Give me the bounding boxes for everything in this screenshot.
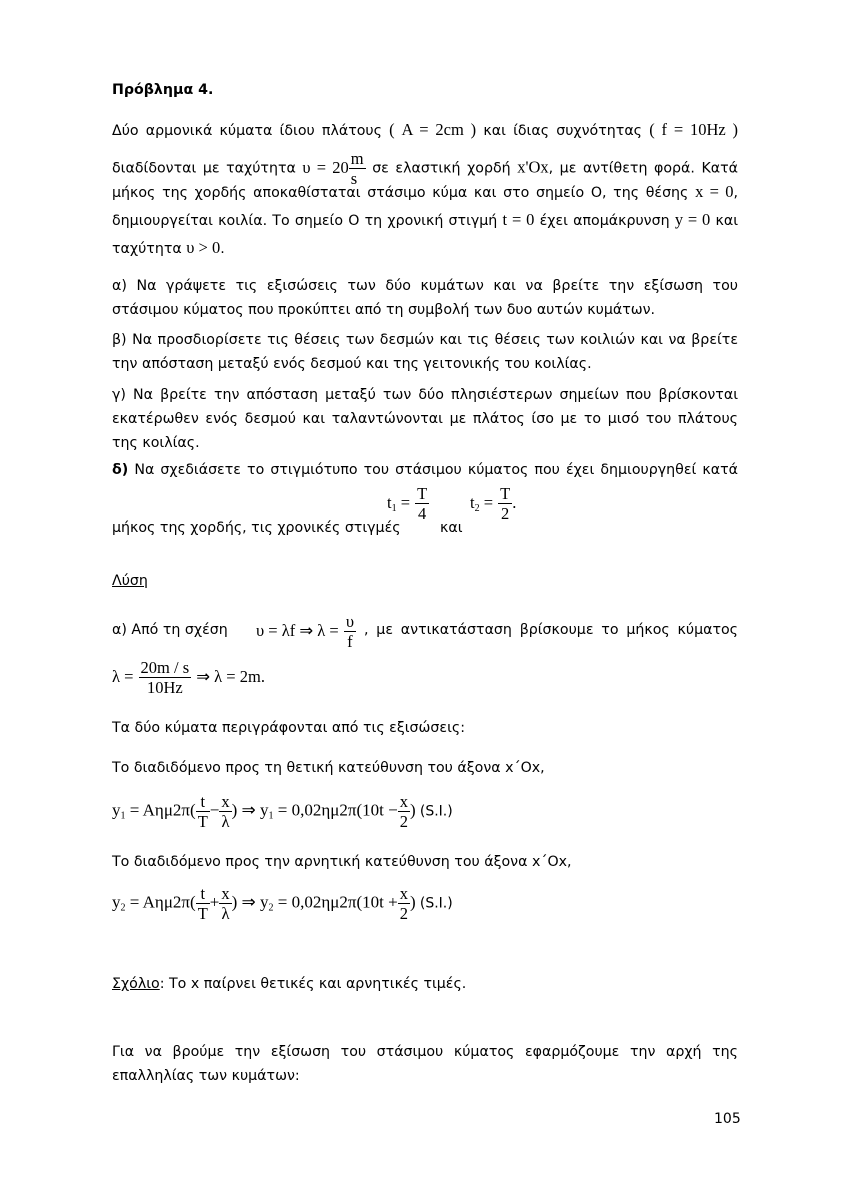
math-t1 <box>387 484 429 523</box>
math-t2-frac <box>498 484 512 523</box>
question-b: β) Να προσδιορίσετε τις θέσεις των δεσμών και τις θέσεις των κοιλιών και να βρείτε την απόσταση μεταξύ ενός δεσμού και της γειτονικής του κοιλίας. <box>112 332 738 372</box>
eq-part: ) ⇒ y <box>231 800 269 820</box>
si-units-label: (S.I.) <box>419 895 453 912</box>
frac-num: t <box>196 792 210 812</box>
frac-num: x <box>399 792 408 811</box>
si-units-label: (S.I.) <box>419 803 453 820</box>
math-t2-eq: = <box>479 493 494 512</box>
statement-line-5 <box>112 236 738 261</box>
frac-den: 4 <box>418 504 427 523</box>
math-displacement: y = 0 <box>674 210 711 229</box>
eq-frac <box>219 884 231 923</box>
wave1-intro: Το διαδιδόμενο προς τη θετική κατεύθυνση του άξονα x΄Ox, <box>112 760 545 776</box>
question-a: α) Να γράψετε τις εξισώσεις των δύο κυμάτων και να βρείτε την εξίσωση του στάσιμου κύματος που προκύπτει από τη συμβολή των δυο αυτών κυμάτων. <box>112 278 738 318</box>
statement-text: μήκος της χορδής αποκαθίσταται στάσιμο κύμα και στο σημείο Ο, της θέσης <box>112 185 689 201</box>
wave1-equation <box>112 792 453 831</box>
eq-frac <box>398 884 410 923</box>
statement-text: έχει απομάκρυνση <box>539 213 670 229</box>
statement-text: ταχύτητα <box>112 241 182 257</box>
frac-den: λ <box>221 904 230 923</box>
statement-text: , <box>733 185 738 201</box>
eq-sub: 1 <box>120 810 126 822</box>
frac-den: s <box>350 169 358 188</box>
eq-part: ) ⇒ y <box>231 892 269 912</box>
frac-num: t <box>196 884 210 904</box>
frac-num: T <box>500 484 511 503</box>
math-wavelength-value <box>112 658 265 697</box>
math-t2-end: . <box>512 493 517 512</box>
math-lambda-lhs: λ = <box>112 667 134 686</box>
math-t1-sub: 1 <box>391 503 397 514</box>
wave2-equation <box>112 884 453 923</box>
frac-num: υ <box>345 612 354 631</box>
frac-den: T <box>197 812 208 831</box>
question-d-line-1 <box>112 458 738 482</box>
math-lambda-rhs: ⇒ λ = 2m <box>196 667 261 686</box>
math-frequency: ( f = 10Hz ) <box>649 120 738 139</box>
math-wavelength-relation <box>256 612 356 651</box>
statement-text: και <box>715 213 739 229</box>
question-d-line-2: μήκος της χορδής, τις χρονικές στιγμές <box>112 520 401 536</box>
statement-text: και ίδιας συχνότητας <box>483 123 642 139</box>
eq-y: y <box>112 800 121 820</box>
statement-text: . <box>220 241 225 257</box>
eq-y: y <box>112 892 121 912</box>
frac-num: 20m / s <box>140 658 190 677</box>
frac-den: f <box>347 632 353 651</box>
math-speed-value: υ = 20 <box>302 157 349 177</box>
question-c: γ) Να βρείτε την απόσταση μεταξύ των δύο πλησιέστερων σημείων που βρίσκονται εκατέρωθεν ενός δεσμού και ταλαντώνονται με πλάτος ίσο με το μισό του πλάτους της κοιλίας. <box>112 387 738 451</box>
eq-frac <box>219 792 231 831</box>
math-t1-symbol: t <box>387 493 392 512</box>
note-label: Σχόλιο <box>112 976 160 992</box>
eq-op: + <box>209 892 220 912</box>
eq-part: ) <box>409 892 416 912</box>
math-amplitude: ( A = 2cm ) <box>389 120 477 139</box>
math-speed <box>302 149 365 188</box>
frac-num: x <box>399 884 408 903</box>
math-velocity: υ > 0 <box>186 238 221 257</box>
math-t2-symbol: t <box>470 493 475 512</box>
problem-title: Πρόβλημα 4. <box>112 82 214 98</box>
eq-part: = Aημ2π( <box>125 892 196 912</box>
eq-op: − <box>209 800 220 820</box>
eq-part: ) <box>409 800 416 820</box>
math-axis: x'Ox <box>517 157 549 177</box>
statement-text: δημιουργείται κοιλία. Το σημείο Ο τη χρονική στιγμή <box>112 213 498 229</box>
math-t2-sub: 2 <box>474 503 480 514</box>
statement-text: , με αντίθετη φορά. Κατά <box>548 160 739 177</box>
eq-part: = Aημ2π( <box>125 800 196 820</box>
math-relation: υ = λf ⇒ λ = <box>256 621 339 640</box>
eq-sub: 1 <box>268 810 274 822</box>
equations-intro: Τα δύο κύματα περιγράφονται από τις εξισώσεις: <box>112 720 465 736</box>
frac-den: λ <box>221 812 230 831</box>
wave2-intro: Το διαδιδόμενο προς την αρνητική κατεύθυνση του άξονα x΄Ox, <box>112 854 572 870</box>
eq-frac <box>398 792 410 831</box>
eq-frac <box>196 884 210 923</box>
final-paragraph: Για να βρούμε την εξίσωση του στάσιμου κύματος εφαρμόζουμε την αρχή της επαλληλίας των κυμάτων: <box>112 1044 738 1084</box>
statement-text: διαδίδονται με ταχύτητα <box>112 160 296 177</box>
eq-frac <box>196 792 210 831</box>
eq-part: = 0,02ημ2π(10t − <box>273 800 398 820</box>
eq-part: = 0,02ημ2π(10t + <box>273 892 398 912</box>
frac-den: 10Hz <box>146 678 183 697</box>
frac-num: m <box>350 149 364 168</box>
question-d-text: Να σχεδιάσετε το στιγμιότυπο του στάσιμου κύματος που έχει δημιουργηθεί κατά <box>134 462 738 478</box>
math-relation-frac <box>344 612 356 651</box>
frac-den: 2 <box>501 504 510 523</box>
statement-text: Δύο αρμονικά κύματα ίδιου πλάτους <box>112 123 382 139</box>
note <box>112 972 738 996</box>
eq-sub: 2 <box>120 902 126 914</box>
frac-num: T <box>417 484 428 503</box>
frac-den: 2 <box>399 812 408 831</box>
note-text: : Το x παίρνει θετικές και αρνητικές τιμές. <box>159 976 467 992</box>
math-t1-eq: = <box>396 493 411 512</box>
frac-num: x <box>221 884 230 903</box>
frac-den: 2 <box>399 904 408 923</box>
statement-line-3 <box>112 180 738 205</box>
math-lambda-end: . <box>260 667 265 686</box>
statement-line-4 <box>112 208 738 233</box>
solution-a-text: , με αντικατάσταση βρίσκουμε το μήκος κύματος <box>364 622 738 638</box>
math-t1-frac <box>415 484 429 523</box>
statement-line-1 <box>112 118 738 143</box>
solution-a-intro: α) Από τη σχέση <box>112 622 228 638</box>
and-word: και <box>440 520 463 536</box>
math-t2 <box>470 484 516 523</box>
solution-heading: Λύση <box>112 573 148 589</box>
question-d-label: δ) <box>112 462 129 478</box>
frac-den: T <box>197 904 208 923</box>
page-number: 105 <box>714 1111 741 1127</box>
statement-text: σε ελαστική χορδή <box>372 160 511 177</box>
math-time: t = 0 <box>502 210 535 229</box>
eq-sub: 2 <box>268 902 274 914</box>
math-lambda-frac <box>139 658 192 697</box>
math-position: x = 0 <box>695 182 734 201</box>
frac-num: x <box>221 792 230 811</box>
